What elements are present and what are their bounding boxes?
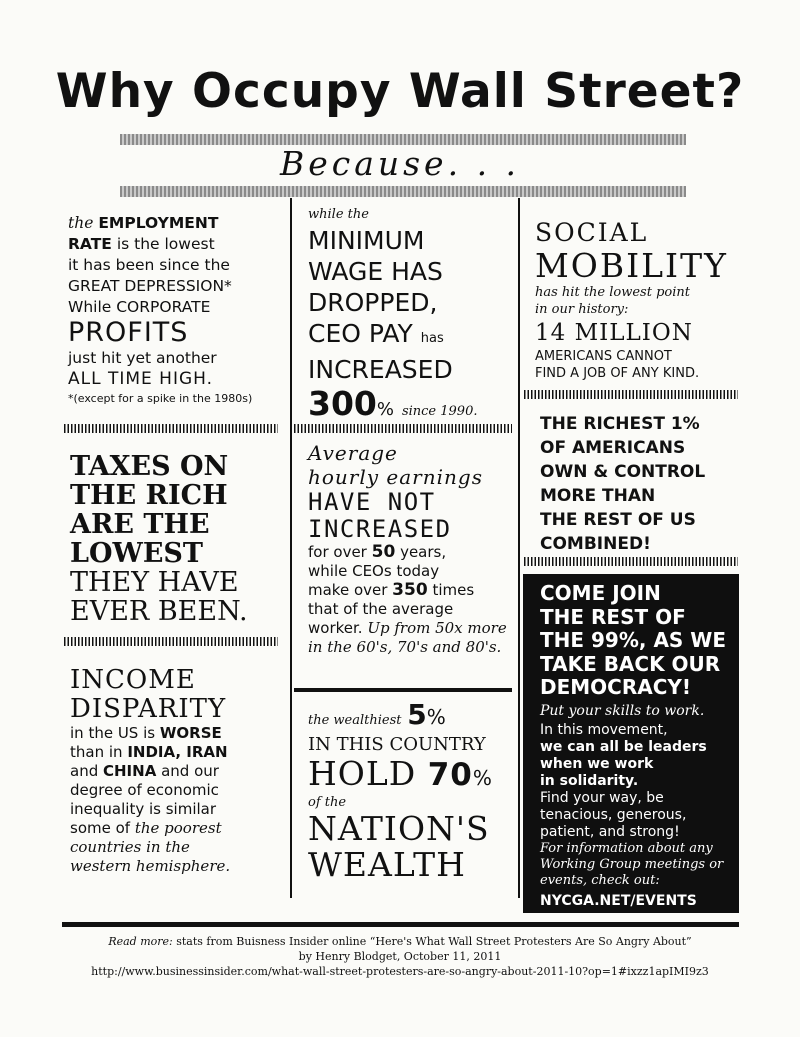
earnings-line2: hourly earnings: [308, 465, 483, 489]
employment-line5: While CORPORATE: [68, 298, 211, 316]
income-line1: INCOME: [70, 665, 196, 695]
join-block: [540, 582, 756, 913]
tick-divider-col1-b: [64, 637, 278, 646]
column-divider-left: [290, 198, 292, 898]
earnings-50: 50: [371, 542, 396, 562]
earnings-line9b: Up from 50x more: [362, 619, 507, 637]
rule-col2: [294, 688, 512, 692]
earnings-block: [308, 441, 524, 657]
join-line3: when we work: [540, 755, 654, 772]
income-worse: WORSE: [159, 724, 222, 742]
employment-word: EMPLOYMENT: [98, 214, 219, 232]
richest-line1: THE RICHEST 1%: [540, 414, 700, 434]
profits-word: PROFITS: [68, 317, 189, 348]
wage-line2: MINIMUM: [308, 226, 425, 255]
mobility-line6: AMERICANS CANNOT: [535, 349, 672, 364]
employment-the: the: [68, 214, 94, 232]
tick-divider-col3-b: [524, 557, 738, 566]
income-line2: DISPARITY: [70, 694, 227, 724]
join-skills: Put your skills to work.: [540, 702, 705, 719]
tick-divider-col1-a: [64, 424, 278, 433]
taxes-line1: TAXES ON: [70, 451, 229, 482]
mobility-line4: in our history:: [535, 302, 629, 317]
wealth-70-percent: %: [472, 766, 493, 790]
wage-ceo-pay: CEO PAY: [308, 319, 413, 348]
employment-rate: RATE: [68, 235, 112, 253]
wealth-wealth: WEALTH: [308, 845, 466, 884]
tick-divider-col2-a: [294, 424, 512, 433]
employment-rate-rest: is the lowest: [111, 235, 215, 253]
taxes-line3: ARE THE: [70, 509, 210, 540]
lower-divider-bar: [120, 186, 686, 197]
wealth-70: 70: [427, 757, 473, 793]
employment-line7: just hit yet another: [68, 349, 217, 367]
wage-line1: while the: [308, 207, 369, 222]
richest-line4: MORE THAN: [540, 486, 656, 506]
subtitle: Because. . .: [279, 144, 521, 183]
wage-since: since 1990.: [401, 404, 478, 419]
income-line5a: and: [70, 762, 103, 780]
income-line7: inequality is similar: [70, 800, 217, 818]
join-head-line3: THE 99%, AS WE: [540, 628, 727, 652]
richest-line3: OWN & CONTROL: [540, 462, 706, 482]
join-line1: In this movement,: [540, 721, 668, 738]
join-url[interactable]: NYCGA.NET/EVENTS: [540, 892, 697, 909]
join-line7: patient, and strong!: [540, 823, 680, 840]
mobility-line5: 14 MILLION: [535, 320, 693, 346]
wage-has: has: [420, 331, 444, 346]
footer-rule: [62, 922, 739, 927]
footer-line2: by Henry Blodget, October 11, 2011: [298, 950, 502, 963]
richest-line6: COMBINED!: [540, 534, 651, 554]
earnings-line7c: times: [427, 581, 475, 599]
wealth-nations: NATION'S: [308, 809, 490, 848]
mobility-line7: FIND A JOB OF ANY KIND.: [535, 366, 700, 381]
join-info2: Working Group meetings or: [540, 856, 724, 872]
richest-line2: OF AMERICANS: [540, 438, 686, 458]
taxes-line2: THE RICH: [70, 480, 228, 511]
join-info1: For information about any: [540, 840, 713, 856]
wealth-line2: IN THIS COUNTRY: [308, 734, 486, 755]
wealth-of-the: of the: [308, 795, 347, 810]
employment-line8: ALL TIME HIGH.: [68, 369, 214, 389]
income-block: [70, 666, 286, 876]
join-head-line5: DEMOCRACY!: [540, 675, 692, 699]
income-line4a: than in: [70, 743, 128, 761]
wage-percent: %: [376, 399, 394, 420]
taxes-block: [70, 452, 286, 626]
wealth-5: 5: [407, 698, 427, 731]
earnings-line5a: for over: [308, 543, 372, 561]
earnings-line6: while CEOs today: [308, 562, 440, 580]
wealth-line1a: the wealthiest: [308, 713, 402, 728]
income-countries: INDIA, IRAN: [127, 743, 228, 761]
income-line8a: some of: [70, 819, 135, 837]
footer-url[interactable]: http://www.businessinsider.com/what-wall-street-protesters-are-so-angry-about-2011-10?op=1#ixzz1apIMI9z3: [91, 965, 709, 978]
richest-block: [540, 412, 756, 556]
taxes-line4: LOWEST: [70, 538, 203, 569]
employment-footnote: *(except for a spike in the 1980s): [68, 392, 253, 405]
join-head-line1: COME JOIN: [540, 581, 661, 605]
wage-line6: INCREASED: [308, 355, 453, 384]
income-line5c: and our: [156, 762, 219, 780]
earnings-worker: worker.: [308, 619, 363, 637]
earnings-line3: HAVE NOT: [308, 488, 436, 516]
join-head-line2: THE REST OF: [540, 604, 686, 629]
earnings-line8: that of the average: [308, 600, 454, 618]
wage-line3: WAGE HAS: [308, 257, 443, 286]
join-info3: events, check out:: [540, 872, 660, 888]
wealth-hold: HOLD: [308, 754, 417, 793]
earnings-line10: in the 60's, 70's and 80's.: [308, 638, 502, 656]
earnings-350: 350: [392, 580, 428, 600]
wage-line4: DROPPED,: [308, 288, 438, 317]
income-line9: countries in the: [70, 838, 190, 856]
mobility-line3: has hit the lowest point: [535, 285, 690, 300]
taxes-line5: THEY HAVE: [70, 567, 239, 598]
richest-line5: THE REST OF US: [540, 510, 696, 530]
income-china: CHINA: [103, 762, 157, 780]
join-line2: we can all be leaders: [540, 738, 707, 755]
page-title: Why Occupy Wall Street?: [55, 64, 745, 119]
income-line6: degree of economic: [70, 781, 219, 799]
footer-read-more: Read more:: [108, 935, 173, 948]
income-line8b: the poorest: [134, 819, 222, 837]
footer: [0, 934, 800, 979]
join-line4: in solidarity.: [540, 772, 639, 789]
wealth-block: [308, 698, 524, 884]
mobility-block: [535, 218, 751, 382]
wage-block: [308, 205, 524, 431]
income-line10: western hemisphere.: [70, 857, 231, 875]
earnings-line1: Average: [308, 441, 398, 465]
join-line5: Find your way, be: [540, 789, 664, 806]
wealth-5-percent: %: [426, 705, 446, 729]
income-line3a: in the US is: [70, 724, 160, 742]
employment-line3: it has been since the: [68, 256, 230, 274]
employment-block: [68, 213, 284, 408]
tick-divider-col3-a: [524, 390, 738, 399]
join-head-line4: TAKE BACK OUR: [540, 651, 721, 676]
join-line6: tenacious, generous,: [540, 806, 687, 823]
employment-line4: GREAT DEPRESSION*: [68, 277, 232, 295]
earnings-line4: INCREASED: [308, 515, 452, 543]
wage-300: 300: [308, 384, 377, 423]
earnings-line7a: make over: [308, 581, 393, 599]
footer-line1: stats from Buisness Insider online “Here's What Wall Street Protesters Are So Angry About”: [172, 935, 692, 948]
mobility-line1: SOCIAL: [535, 218, 649, 247]
earnings-line5c: years,: [395, 543, 447, 561]
taxes-line6: EVER BEEN.: [70, 596, 248, 627]
mobility-line2: MOBILITY: [535, 246, 728, 285]
